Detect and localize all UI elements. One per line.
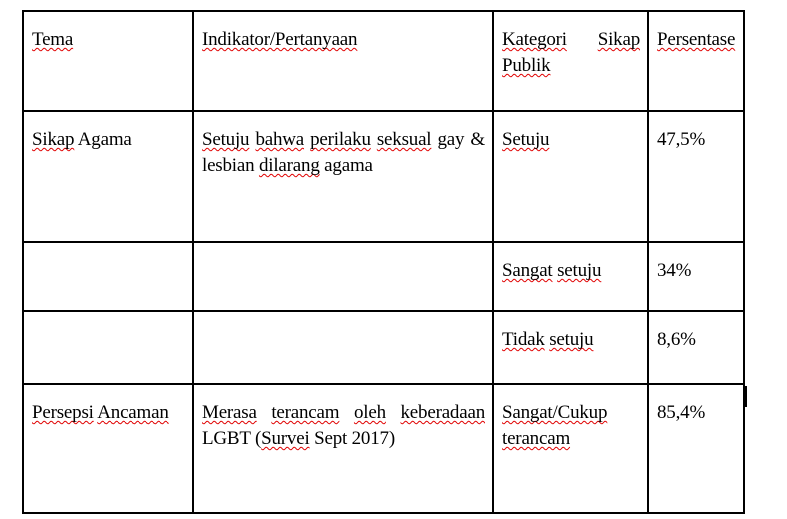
misspelled-word: terancam <box>502 428 571 449</box>
misspelled-word: perilaku <box>310 129 371 150</box>
table-row-persepsi-ancaman <box>23 384 744 513</box>
cell-indikator-setuju-bahwa[interactable] <box>193 111 493 242</box>
header-cell-tema[interactable] <box>23 11 193 111</box>
cell-tema-empty-1[interactable] <box>23 242 193 311</box>
word: 34% <box>657 260 692 281</box>
misspelled-word: Tema <box>32 29 74 50</box>
cell-tema-persepsi-ancaman[interactable] <box>23 384 193 513</box>
word: Agama <box>74 129 132 150</box>
misspelled-word: Indikator/Pertanyaan <box>202 29 358 50</box>
cell-tema-empty-2[interactable] <box>23 311 193 384</box>
misspelled-word: bahwa <box>255 129 305 150</box>
header-cell-persentase[interactable] <box>648 11 744 111</box>
word: 8,6% <box>657 329 696 350</box>
cell-indikator-merasa-terancam[interactable] <box>193 384 493 513</box>
word <box>257 402 272 423</box>
misspelled-word: Setuju <box>202 129 250 150</box>
table-row-sangat-setuju <box>23 242 744 311</box>
word: 85,4% <box>657 402 706 423</box>
word: 47,5% <box>657 129 706 150</box>
cell-indikator-empty-1[interactable] <box>193 242 493 311</box>
table-row-tidak-setuju <box>23 311 744 384</box>
cell-kategori-tidak-setuju[interactable] <box>493 311 648 384</box>
misspelled-word: Persepsi <box>32 402 94 423</box>
misspelled-word: Setuju <box>502 129 550 150</box>
text-cursor[interactable] <box>745 386 747 407</box>
cell-tema-sikap-agama[interactable] <box>23 111 193 242</box>
cell-persentase-34[interactable] <box>648 242 744 311</box>
misspelled-word: dilarang <box>258 155 320 176</box>
misspelled-word: Publik <box>502 55 551 76</box>
misspelled-word: Survei <box>261 428 310 449</box>
word: agama <box>319 155 373 176</box>
misspelled-word: setuju <box>549 329 594 350</box>
misspelled-word: Sangat <box>502 260 553 281</box>
word <box>339 402 354 423</box>
cell-persentase-8-6[interactable] <box>648 311 744 384</box>
misspelled-word: Tidak <box>502 329 545 350</box>
cell-kategori-setuju[interactable] <box>493 111 648 242</box>
word: gay & lesbian <box>202 129 485 176</box>
survey-results-table <box>22 10 745 514</box>
cell-persentase-47-5[interactable] <box>648 111 744 242</box>
misspelled-word: Sangat/Cukup <box>502 402 608 423</box>
misspelled-word: Ancaman <box>97 402 169 423</box>
cell-persentase-85-4[interactable] <box>648 384 744 513</box>
header-cell-kategori-sikap-publik[interactable] <box>493 11 648 111</box>
misspelled-word: seksual <box>376 129 432 150</box>
word <box>567 29 598 50</box>
word <box>386 402 401 423</box>
table-row-sikap-agama <box>23 111 744 242</box>
misspelled-word: keberadaan <box>400 402 485 423</box>
cell-kategori-sangat-cukup-terancam[interactable] <box>493 384 648 513</box>
misspelled-word: setuju <box>557 260 602 281</box>
misspelled-word: Kategori <box>502 29 567 50</box>
misspelled-word: Merasa <box>202 402 257 423</box>
misspelled-word: oleh <box>353 402 386 423</box>
misspelled-word: Sikap <box>597 29 640 50</box>
word: LGBT ( <box>202 428 262 449</box>
misspelled-word: Sikap <box>32 129 75 150</box>
word: Sept 2017) <box>309 428 395 449</box>
misspelled-word: terancam <box>271 402 340 423</box>
cell-indikator-empty-2[interactable] <box>193 311 493 384</box>
table-header-row <box>23 11 744 111</box>
header-cell-indikator[interactable] <box>193 11 493 111</box>
cell-kategori-sangat-setuju[interactable] <box>493 242 648 311</box>
misspelled-word: Persentase <box>657 29 736 50</box>
